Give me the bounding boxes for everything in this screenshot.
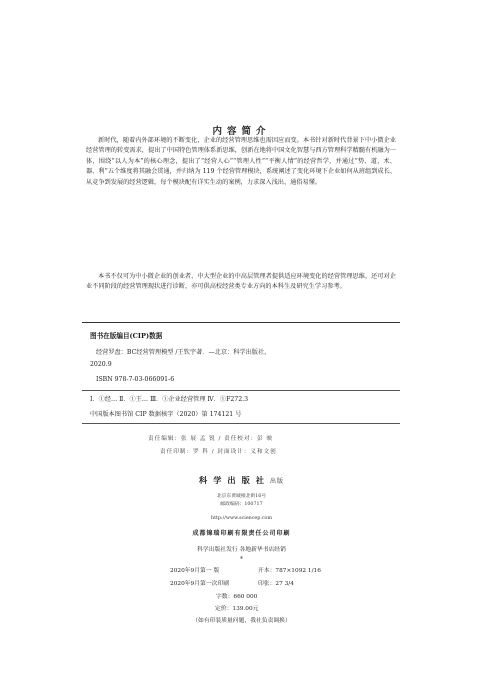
cip-top-rule — [82, 322, 400, 323]
summary-paragraph-2 — [86, 272, 396, 293]
edition-row2-left: 2020年9月第一次印刷 — [170, 581, 230, 587]
edition-row1-right: 开本：787×1092 1/16 — [258, 568, 321, 574]
printer-line: 成都锦瑞印刷有限责任公司印刷 — [192, 530, 291, 537]
cip-mid-rule — [82, 390, 400, 391]
separator-mark: * — [240, 556, 243, 563]
summary-paragraph-1 — [86, 136, 396, 188]
edition-row2-right: 印张：27 3/4 — [258, 581, 294, 587]
publisher-logo-text: 科学出版社 — [199, 475, 270, 485]
publisher-address: 北京东黄城根北街16号 — [216, 494, 267, 499]
publisher-website: http://www.sciencep.com — [211, 516, 272, 521]
word-count: 字数：660 000 — [216, 594, 258, 600]
publisher-logo-suffix: 出版 — [269, 478, 284, 485]
cip-heading: 图书在版编目(CIP)数据 — [90, 332, 163, 340]
cip-record-number: 中国版本图书馆 CIP 数据核字（2020）第 174121 号 — [90, 411, 242, 418]
quality-notice: （如有印装质量问题，我社负责调换） — [192, 618, 291, 624]
credits-production: 责任印制：罗 科 / 封面设计：义和文创 — [160, 449, 277, 455]
edition-row1-left: 2020年9月第一 版 — [170, 568, 220, 574]
summary-title: 内容简介 — [212, 126, 271, 137]
cip-bibliographic-line: 经营罗盘：BC经营管理模型 /王钦宇著．—北京：科学出版社， — [96, 349, 271, 356]
cip-classification: Ⅰ．①经… Ⅱ．①王… Ⅲ．①企业经营管理 Ⅳ．①F272.3 — [90, 396, 249, 403]
cip-isbn: ISBN 978-7-03-066091-6 — [96, 376, 175, 383]
distribution-line: 科学出版社发行 各地新华书店经销 — [197, 547, 286, 553]
price: 定价：139.00元 — [215, 606, 259, 612]
cip-bottom-rule — [82, 423, 400, 424]
credits-editors: 责任编辑：张 展 孟 锐 / 责任校对：彭 映 — [148, 436, 274, 442]
publisher-postcode: 邮政编码：100717 — [220, 502, 263, 507]
cip-year-line: 2020.9 — [90, 361, 112, 368]
summary-paragraph-2-text: 本书不仅可为中小微企业的创业者、中大型企业的中高层管理者提供适应环境变化的经营管理思维，还可对企业不同阶段的经营管理现状进行诊断，亦可供高校经营类专业方向的本科生及研究生学习参考。 — [86, 273, 396, 291]
publisher-logo — [0, 475, 483, 486]
summary-paragraph-1-text: 新时代，随着内外部环境的不断变化，企业的经营管理思维也需因应而变。本书针对新时代背景下中小微企业经营管理的转变需求，提出了中国特色管理体系新思维，创新在地将中国文化智慧与西方管理科学精髓有机融为一体，围绕“以人为本”的核心理念，提出了“经营人心”“管理人性”“平衡人情”的经营哲学，并通过“势、道、术、器、利”五个维度将其融会贯通，并归纳为 119 个经营管理模块，系统阐述了变化环境下企业如何从班组到成长、从竞争到发展的经营逻辑，每个模块配有详实生动的案例，力求深入浅出、通俗易懂。 — [86, 137, 396, 186]
